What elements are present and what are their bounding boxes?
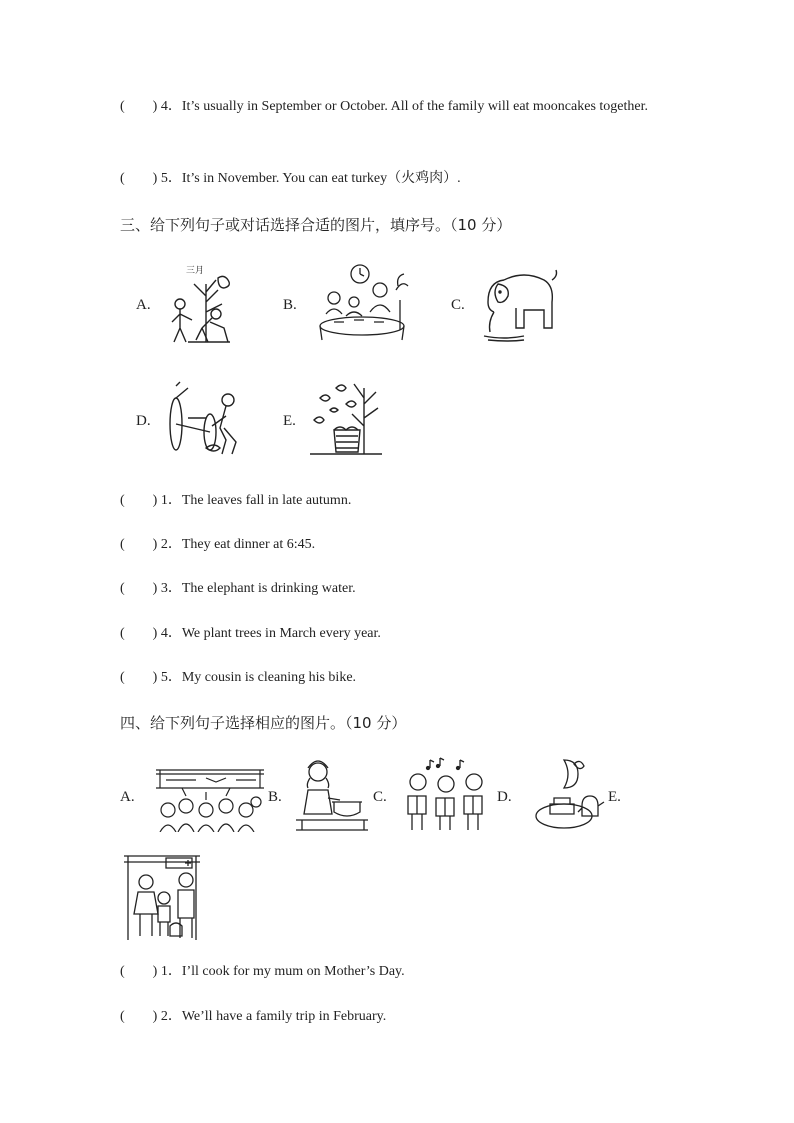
section-heading: 三、给下列句子或对话选择合适的图片，填序号。（10 分） — [120, 216, 512, 234]
answer-paren[interactable]: ( ) — [120, 1009, 158, 1024]
section-heading: 四、给下列句子选择相应的图片。（10 分） — [120, 714, 407, 732]
option-letter: E. — [608, 789, 621, 805]
crowd-celebration-icon — [156, 766, 264, 832]
option-letter: E. — [283, 413, 296, 429]
children-singing-icon — [404, 756, 492, 832]
question-number: 2． — [160, 1009, 182, 1024]
question-number: 1． — [160, 493, 182, 508]
question-text: The elephant is drinking water. — [181, 581, 356, 596]
answer-paren[interactable]: ( ) — [120, 99, 158, 114]
option-letter: D. — [497, 789, 512, 805]
option-letter: B. — [268, 789, 282, 805]
elephant-drinking-icon — [480, 266, 560, 342]
question-number: 5． — [160, 171, 182, 186]
cleaning-bike-icon — [166, 378, 246, 460]
question-text: It’s usually in September or October. All of the family will eat mooncakes together. — [181, 99, 648, 114]
question-text: My cousin is cleaning his bike. — [181, 670, 357, 685]
question-line — [120, 963, 405, 981]
question-line — [120, 492, 351, 510]
option-letter: B. — [283, 297, 297, 313]
girl-cooking-icon — [294, 758, 370, 832]
answer-paren[interactable]: ( ) — [120, 670, 158, 685]
answer-paren[interactable]: ( ) — [120, 581, 158, 596]
option-letter: C. — [451, 297, 465, 313]
question-text: I’ll cook for my mum on Mother’s Day. — [181, 964, 405, 979]
question-number: 2． — [160, 537, 182, 552]
question-line — [120, 92, 672, 122]
answer-paren[interactable]: ( ) — [120, 964, 158, 979]
question-line — [120, 1008, 386, 1026]
answer-paren[interactable]: ( ) — [120, 493, 158, 508]
family-dinner-clock-icon — [314, 260, 412, 344]
question-text: We plant trees in March every year. — [181, 626, 381, 641]
question-number: 3． — [160, 581, 182, 596]
question-text: The leaves fall in late autumn. — [181, 493, 352, 508]
question-line — [120, 170, 461, 188]
question-line — [120, 536, 315, 554]
question-text: They eat dinner at 6:45. — [181, 537, 316, 552]
family-trip-station-icon — [122, 852, 202, 940]
question-number: 5． — [160, 670, 182, 685]
answer-paren[interactable]: ( ) — [120, 626, 158, 641]
option-letter: A. — [136, 297, 151, 313]
question-number: 1． — [160, 964, 182, 979]
question-line — [120, 625, 381, 643]
question-number: 4． — [160, 626, 182, 641]
answer-paren[interactable]: ( ) — [120, 171, 158, 186]
tree-planting-march-icon — [166, 262, 238, 346]
question-text: We’ll have a family trip in February. — [181, 1009, 387, 1024]
option-letter: A. — [120, 789, 135, 805]
picture-caption: 三月 — [186, 266, 205, 276]
answer-paren[interactable]: ( ) — [120, 537, 158, 552]
question-line — [120, 580, 356, 598]
question-line — [120, 669, 356, 687]
falling-leaves-tree-icon — [306, 374, 386, 458]
mooncakes-teapot-icon — [534, 756, 606, 834]
option-letter: C. — [373, 789, 387, 805]
option-letter: D. — [136, 413, 151, 429]
question-number: 4． — [160, 99, 182, 114]
question-text: It’s in November. You can eat turkey（火鸡肉）. — [181, 171, 461, 186]
